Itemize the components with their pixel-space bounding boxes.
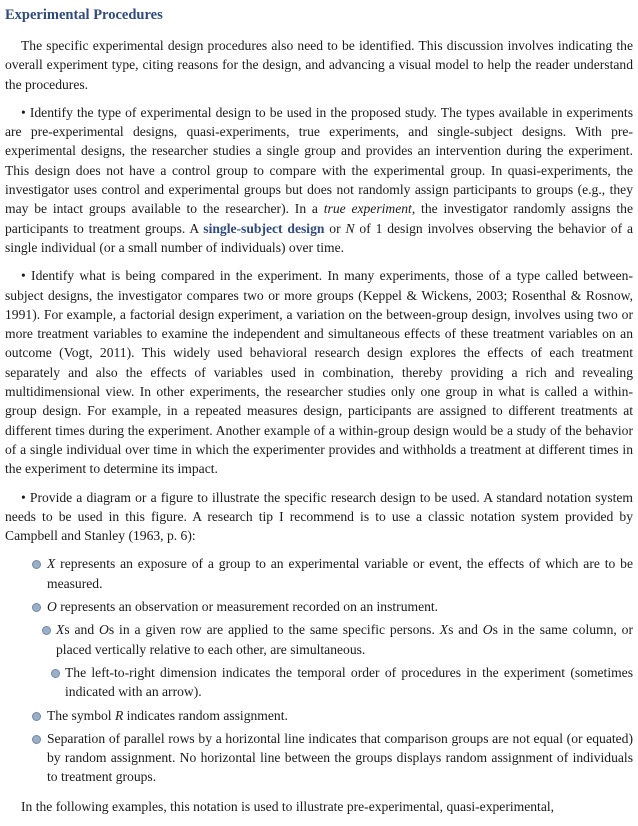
emphasis-n: N (345, 220, 355, 236)
bullet-icon (42, 626, 51, 635)
design-type-paragraph (5, 103, 633, 257)
symbol-o: O (99, 622, 109, 638)
text-run: s and (64, 622, 100, 638)
diagram-paragraph: • Provide a diagram or a figure to illustrate the specific research design to be used. A standard notation system needs to be used in this figure. A research tip I recommend is to use a classic notation system provided by Campbell and Stanley (1963, p. 6): (5, 489, 633, 544)
text-run: of 1 design involves observing the behavior of a single individual (or a small number of individuals) over time. (5, 220, 634, 255)
section-heading: Experimental Procedures (5, 7, 163, 23)
text-run: The symbol (47, 707, 115, 723)
symbol-o: O (47, 599, 57, 615)
comparison-paragraph: • Identify what is being compared in the experiment. In many experiments, those of a type called between-subject designs, the investigator compares two or more groups (Keppel & Wickens, 2003; Rosenthal & Rosnow, 1991). For example, a factorial design experiment, a variation on the between-group design, involves using two or more treatment variables to examine the independent and simultaneous effects of these treatment variables on an outcome (Vogt, 2011). This widely used behavioral research design explores the effects of each treatment separately and also the effects of variables used in combination, thereby providing a rich and revealing multidimensional view. In other experiments, the researcher studies only one group in what is called a within-group design. For example, in a repeated measures design, participants are assigned to different treatments at different times during the experiment. Another example of a within-group design would be a study of the behavior of a single individual over time in which the experimenter provides and withholds a treatment at different times in the experiment to determine its impact. (5, 268, 633, 477)
symbol-x: X (47, 556, 56, 572)
notation-list (5, 554, 633, 786)
text-run: represents an exposure of a group to an experimental variable or event, the effects of which are to be measured. (47, 556, 633, 591)
symbol-o: O (482, 622, 493, 638)
bullet-icon (51, 669, 60, 678)
emphasis-true-experiment: true experiment (323, 201, 412, 217)
text-run: • Identify the type of experimental design to be used in the proposed study. The types available in experiments are pre-experimental designs, quasi-experiments, true experiments, and single-subject designs. With pre-experimental designs, the researcher studies a single group and provides an intervention during the experiment. This design does not have a control group to compare with the experimental group. In quasi-experiments, the investigator uses control and experimental groups but does not randomly assign participants to groups (e.g., they may be intact groups available to the researcher). In a (5, 104, 633, 217)
list-item (5, 706, 633, 725)
keyword-single-subject-design[interactable]: single-subject design (203, 220, 325, 236)
text-run: indicates random assignment. (123, 707, 288, 723)
intro-paragraph: The specific experimental design procedures also need to be identified. This discussion involves indicating the overall experiment type, citing reasons for the design, and advancing a visual model to help the reader understand the procedures. (5, 38, 633, 92)
bullet-icon (32, 560, 41, 569)
list-item (5, 729, 633, 787)
text-run: Separation of parallel rows by a horizontal line indicates that comparison groups are not equal (or equated) by random assignment. No horizontal line between the groups displays random assignment of individuals to treatment groups. (47, 730, 633, 785)
list-item (5, 597, 633, 616)
text-run: s and (448, 622, 483, 638)
list-item (5, 663, 633, 702)
text-run: s in a given row are applied to the same specific persons. (108, 622, 440, 638)
list-item (5, 554, 633, 593)
symbol-r: R (114, 707, 124, 723)
symbol-x: X (56, 622, 65, 638)
list-item (5, 620, 633, 659)
bullet-icon (32, 735, 41, 744)
text-run: or (324, 220, 346, 236)
bullet-icon (32, 603, 41, 612)
text-run: s in the same column, or placed vertically relative to each other, are simultaneous. (56, 622, 634, 657)
text-run: The left-to-right dimension indicates the temporal order of procedures in the experiment (sometimes indicated with an arrow). (65, 664, 633, 700)
text-run: represents an observation or measurement recorded on an instrument. (56, 599, 439, 615)
text-run: , the investigator randomly assigns the participants to treatment groups. A (5, 201, 633, 236)
closing-paragraph: In the following examples, this notation is used to illustrate pre-experimental, quasi-experimental, (21, 798, 555, 814)
symbol-x: X (439, 622, 449, 638)
bullet-icon (32, 712, 41, 721)
